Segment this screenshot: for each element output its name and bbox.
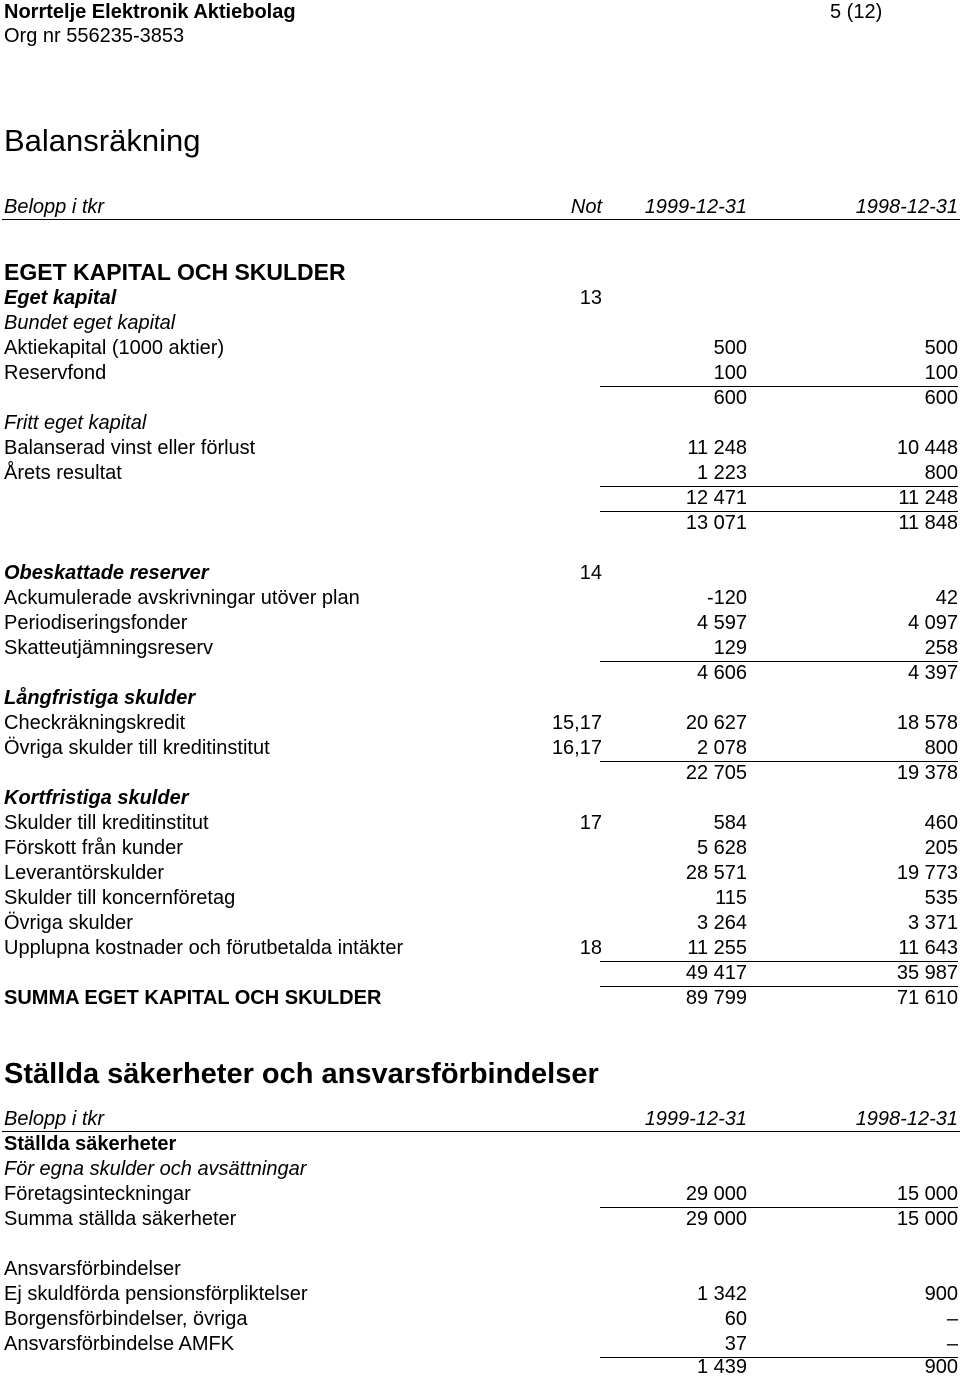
row-aktiekapital bbox=[0, 336, 960, 361]
col-year-1999: 1999-12-31 bbox=[644, 196, 747, 218]
row-value-1999: 1 223 bbox=[600, 461, 747, 487]
row-summa-eget-kapital-och-skulder bbox=[0, 986, 960, 1011]
row-value-1999: 49 417 bbox=[600, 961, 747, 987]
row-ansvarsforbindelser bbox=[0, 1257, 960, 1282]
row-label: Bundet eget kapital bbox=[4, 312, 176, 334]
row-label: Företagsinteckningar bbox=[4, 1183, 191, 1205]
row-label: Fritt eget kapital bbox=[4, 412, 147, 434]
row-label: Ackumulerade avskrivningar utöver plan bbox=[4, 587, 360, 609]
row-eget-kapital bbox=[0, 286, 960, 311]
company-name: Norrtelje Elektronik Aktiebolag bbox=[4, 1, 296, 23]
row-ansvarsforbindelse-amfk bbox=[0, 1332, 960, 1357]
pledges-column-header bbox=[0, 1107, 960, 1132]
pledges-title: Ställda säkerheter och ansvarsförbindelser bbox=[4, 1058, 599, 1090]
row-value-1999: 600 bbox=[713, 387, 747, 409]
row-value-1999: 4 606 bbox=[696, 662, 747, 684]
row-label: Kortfristiga skulder bbox=[4, 787, 189, 809]
row-value-1998: 42 bbox=[935, 587, 958, 609]
row-note: 13 bbox=[579, 287, 602, 309]
col-year-1998: 1998-12-31 bbox=[855, 196, 958, 218]
row-subtotal-reserver bbox=[0, 661, 960, 686]
row-skulder-kreditinstitut bbox=[0, 811, 960, 836]
row-value-1998: 500 bbox=[924, 337, 958, 359]
row-ackumulerade-avskrivningar bbox=[0, 586, 960, 611]
row-value-1998: 15 000 bbox=[896, 1208, 958, 1230]
row-leverantorskulder bbox=[0, 861, 960, 886]
row-value-1998: 3 371 bbox=[907, 912, 958, 934]
row-value-1999: 4 597 bbox=[696, 612, 747, 634]
row-periodiseringsfonder bbox=[0, 611, 960, 636]
row-value-1999: 1 439 bbox=[696, 1356, 747, 1378]
row-label: Skulder till kreditinstitut bbox=[4, 812, 209, 834]
row-value-1998: 900 bbox=[924, 1283, 958, 1305]
row-note: 17 bbox=[579, 812, 602, 834]
row-label: Skulder till koncernföretag bbox=[4, 887, 236, 909]
row-label: Ställda säkerheter bbox=[4, 1133, 177, 1155]
row-foretagsinteckningar bbox=[0, 1182, 960, 1207]
row-value-1999: 2 078 bbox=[600, 736, 747, 762]
row-value-1998: 258 bbox=[747, 636, 958, 662]
row-label: För egna skulder och avsättningar bbox=[4, 1158, 307, 1180]
row-subtotal-fritt bbox=[0, 486, 960, 511]
row-label: Övriga skulder bbox=[4, 912, 133, 934]
col-year-1998: 1998-12-31 bbox=[855, 1108, 958, 1130]
row-value-1998: 800 bbox=[747, 736, 958, 762]
row-note: 16,17 bbox=[551, 737, 602, 759]
row-label: Eget kapital bbox=[4, 287, 117, 309]
row-label: Övriga skulder till kreditinstitut bbox=[4, 737, 270, 759]
row-value-1999: 29 000 bbox=[685, 1208, 747, 1230]
row-note: 18 bbox=[579, 937, 602, 959]
row-label: Långfristiga skulder bbox=[4, 687, 196, 709]
row-label: Periodiseringsfonder bbox=[4, 612, 188, 634]
row-balanserad-vinst bbox=[0, 436, 960, 461]
col-belopp: Belopp i tkr bbox=[4, 1108, 105, 1130]
row-reservfond bbox=[0, 361, 960, 386]
header-rule bbox=[2, 219, 960, 220]
row-subtotal-bundet bbox=[0, 386, 960, 411]
org-number-line bbox=[0, 24, 960, 49]
row-label: Checkräkningskredit bbox=[4, 712, 186, 734]
row-summa-ansvarsforbindelser bbox=[0, 1355, 960, 1380]
row-label: Ansvarsförbindelse AMFK bbox=[4, 1333, 235, 1355]
row-value-1998: 205 bbox=[924, 837, 958, 859]
section-heading bbox=[0, 258, 960, 286]
row-upplupna-kostnader bbox=[0, 936, 960, 961]
balance-title: Balansräkning bbox=[4, 123, 201, 158]
row-value-1999: 5 628 bbox=[696, 837, 747, 859]
row-ej-skuldforda-pensionsforpliktelser bbox=[0, 1282, 960, 1307]
row-label: Ansvarsförbindelser bbox=[4, 1258, 181, 1280]
page-number: 5 (12) bbox=[830, 1, 883, 23]
org-number: Org nr 556235-3853 bbox=[4, 25, 185, 47]
row-value-1998: 35 987 bbox=[747, 961, 958, 987]
row-label: Borgensförbindelser, övriga bbox=[4, 1308, 248, 1330]
row-value-1998: 4 097 bbox=[907, 612, 958, 634]
row-note: 15,17 bbox=[551, 712, 602, 734]
row-value-1999: 12 471 bbox=[600, 486, 747, 512]
row-label: Förskott från kunder bbox=[4, 837, 183, 859]
row-value-1998: 11 643 bbox=[747, 936, 958, 962]
row-label: Balanserad vinst eller förlust bbox=[4, 437, 256, 459]
row-value-1998: – bbox=[747, 1332, 958, 1358]
row-skatteutjamningsreserv bbox=[0, 636, 960, 661]
row-label: Summa ställda säkerheter bbox=[4, 1208, 237, 1230]
row-ovriga-skulder bbox=[0, 911, 960, 936]
balance-column-header bbox=[0, 195, 960, 220]
row-label: Årets resultat bbox=[4, 462, 122, 484]
row-stallda-sakerheter bbox=[0, 1132, 960, 1157]
row-value-1999: 584 bbox=[713, 812, 747, 834]
row-ovriga-skulder-kreditinstitut bbox=[0, 736, 960, 761]
row-value-1999: 500 bbox=[713, 337, 747, 359]
row-value-1999: 29 000 bbox=[600, 1182, 747, 1208]
row-value-1998: 600 bbox=[924, 387, 958, 409]
row-value-1999: -120 bbox=[706, 587, 747, 609]
row-langfristiga-skulder bbox=[0, 686, 960, 711]
row-label: SUMMA EGET KAPITAL OCH SKULDER bbox=[4, 987, 382, 1009]
row-value-1998: 11 848 bbox=[898, 512, 958, 534]
section-heading-text: EGET KAPITAL OCH SKULDER bbox=[4, 259, 346, 285]
row-value-1999: 28 571 bbox=[685, 862, 747, 884]
row-value-1999: 129 bbox=[600, 636, 747, 662]
row-value-1998: 535 bbox=[924, 887, 958, 909]
row-label: Upplupna kostnader och förutbetalda intäkter bbox=[4, 937, 404, 959]
row-obeskattade-reserver bbox=[0, 561, 960, 586]
row-value-1999: 1 342 bbox=[696, 1283, 747, 1305]
row-value-1999: 13 071 bbox=[685, 512, 747, 534]
row-value-1999: 60 bbox=[724, 1308, 747, 1330]
row-bundet-eget-kapital bbox=[0, 311, 960, 336]
row-value-1998: 15 000 bbox=[747, 1182, 958, 1208]
row-value-1999: 100 bbox=[600, 361, 747, 387]
row-label: Skatteutjämningsreserv bbox=[4, 637, 213, 659]
row-forskott-fran-kunder bbox=[0, 836, 960, 861]
row-arets-resultat bbox=[0, 461, 960, 486]
row-value-1998: 900 bbox=[924, 1356, 958, 1378]
row-summa-stallda-sakerheter bbox=[0, 1207, 960, 1232]
col-year-1999: 1999-12-31 bbox=[644, 1108, 747, 1130]
row-label: Leverantörskulder bbox=[4, 862, 165, 884]
row-label: Reservfond bbox=[4, 362, 107, 384]
col-not: Not bbox=[570, 196, 602, 218]
row-total-eget-kapital bbox=[0, 511, 960, 536]
row-value-1999: 20 627 bbox=[685, 712, 747, 734]
row-value-1999: 11 255 bbox=[600, 936, 747, 962]
page-header bbox=[0, 0, 960, 25]
row-value-1999: 3 264 bbox=[696, 912, 747, 934]
row-value-1999: 115 bbox=[715, 887, 747, 909]
row-kortfristiga-skulder bbox=[0, 786, 960, 811]
row-value-1998: 11 248 bbox=[747, 486, 958, 512]
row-for-egna-skulder bbox=[0, 1157, 960, 1182]
row-label: Aktiekapital (1000 aktier) bbox=[4, 337, 225, 359]
row-subtotal-langfristiga bbox=[0, 761, 960, 786]
row-value-1998: 800 bbox=[747, 461, 958, 487]
row-value-1998: 10 448 bbox=[896, 437, 958, 459]
row-value-1998: 460 bbox=[924, 812, 958, 834]
row-value-1998: 18 578 bbox=[896, 712, 958, 734]
row-checkrakningskredit bbox=[0, 711, 960, 736]
row-value-1999: 37 bbox=[600, 1332, 747, 1358]
row-note: 14 bbox=[579, 562, 602, 584]
row-value-1998: 100 bbox=[747, 361, 958, 387]
row-value-1998: – bbox=[946, 1308, 958, 1330]
row-skulder-koncernforetag bbox=[0, 886, 960, 911]
row-subtotal-kortfristiga bbox=[0, 961, 960, 986]
row-borgensforbindelser bbox=[0, 1307, 960, 1332]
row-label: Obeskattade reserver bbox=[4, 562, 209, 584]
row-value-1998: 19 773 bbox=[896, 862, 958, 884]
row-value-1999: 22 705 bbox=[685, 762, 747, 784]
row-value-1998: 71 610 bbox=[896, 987, 958, 1009]
row-value-1999: 11 248 bbox=[687, 437, 747, 459]
row-value-1998: 4 397 bbox=[907, 662, 958, 684]
row-value-1999: 89 799 bbox=[685, 987, 747, 1009]
col-belopp: Belopp i tkr bbox=[4, 196, 105, 218]
row-value-1998: 19 378 bbox=[896, 762, 958, 784]
row-label: Ej skuldförda pensionsförpliktelser bbox=[4, 1283, 308, 1305]
row-fritt-eget-kapital bbox=[0, 411, 960, 436]
